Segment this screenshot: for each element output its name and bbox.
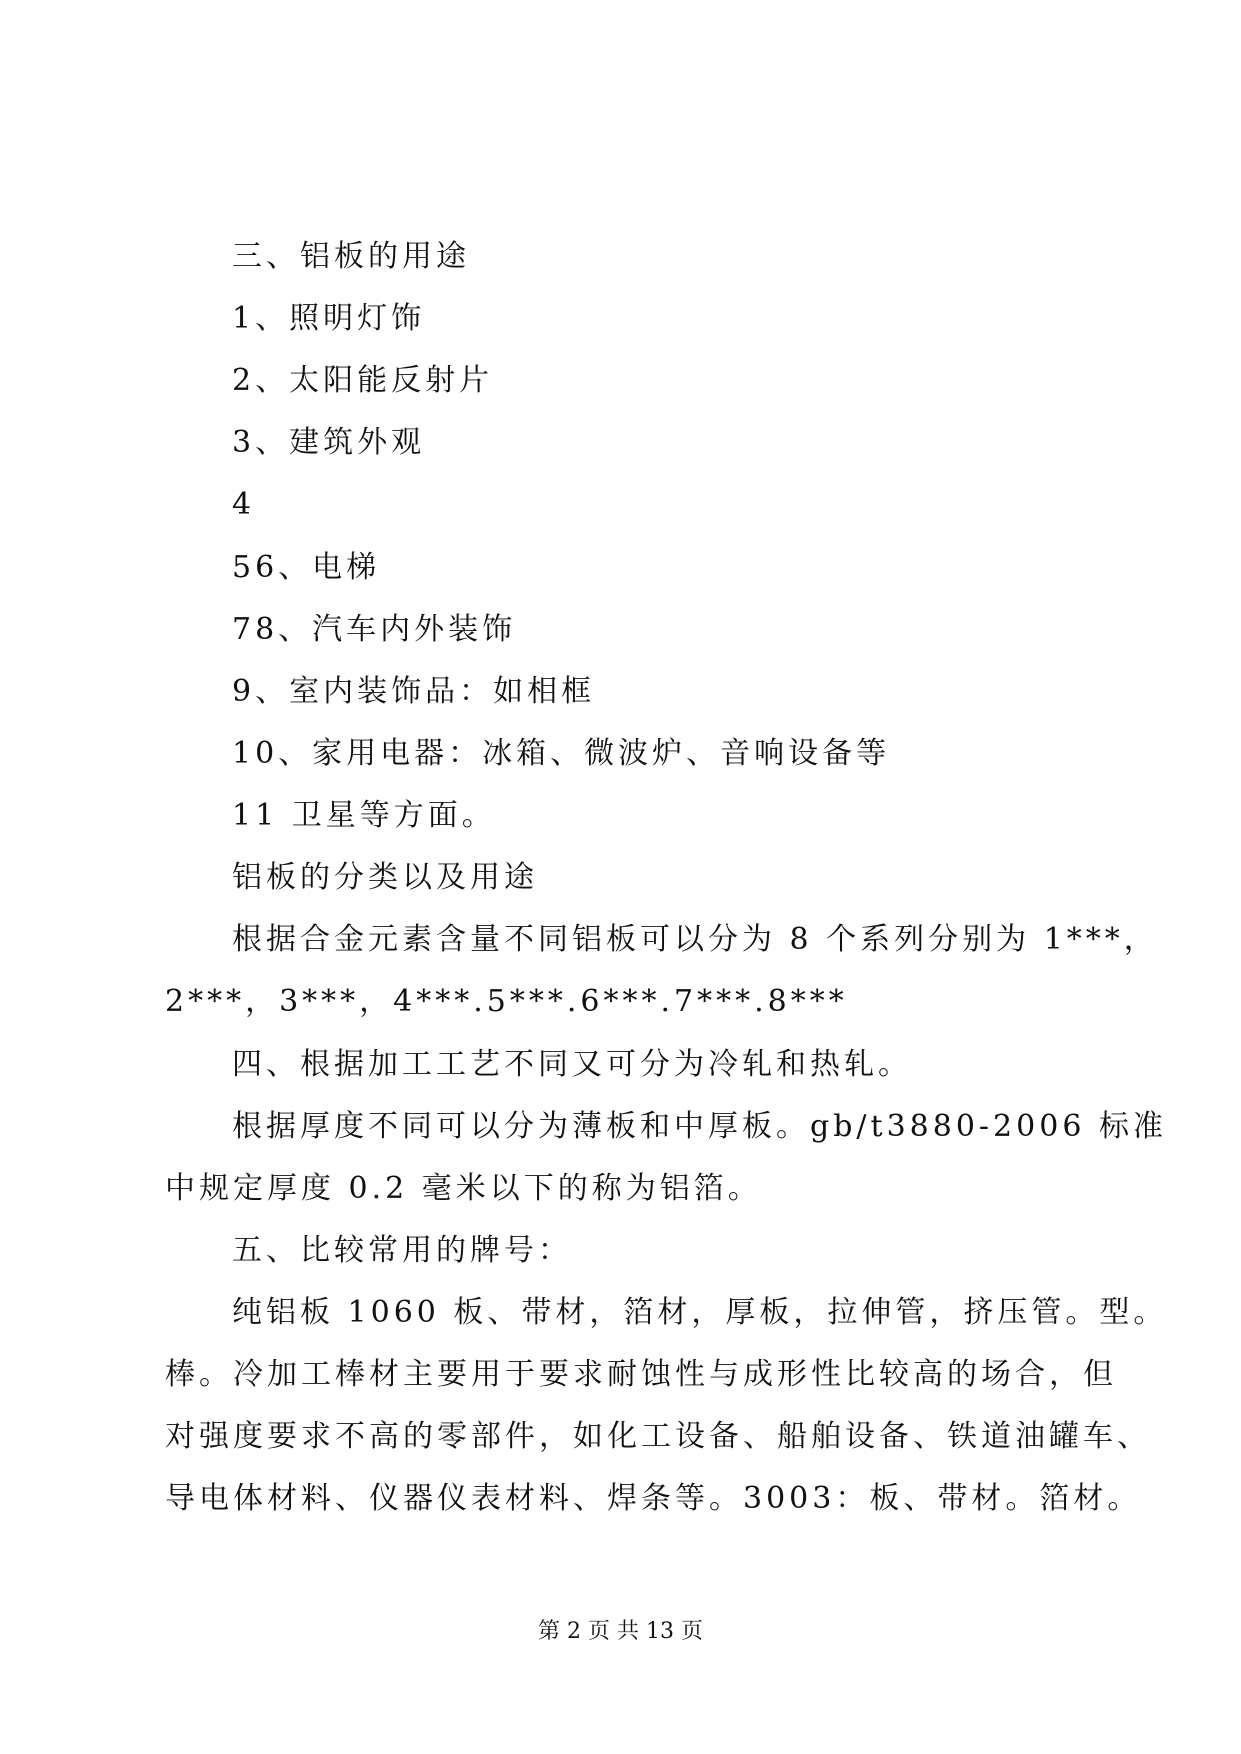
paragraph-line: 2***，3***，4***.5***.6***.7***.8*** xyxy=(165,984,848,1019)
paragraph-line: 根据厚度不同可以分为薄板和中厚板。gb/t3880-2006 标准 xyxy=(232,1109,1167,1144)
section-heading-grades: 五、比较常用的牌号： xyxy=(232,1233,572,1268)
list-item: 3、建筑外观 xyxy=(232,425,426,460)
list-item: 9、室内装饰品：如相框 xyxy=(232,674,596,709)
paragraph-line: 对强度要求不高的零部件，如化工设备、船舶设备、铁道油罐车、 xyxy=(165,1419,1151,1454)
subheading-classification: 铝板的分类以及用途 xyxy=(232,860,538,895)
list-item: 10、家用电器：冰箱、微波炉、音响设备等 xyxy=(232,736,891,771)
paragraph-line: 中规定厚度 0.2 毫米以下的称为铝箔。 xyxy=(165,1171,762,1206)
list-item: 2、太阳能反射片 xyxy=(232,363,494,398)
paragraph-line: 导电体材料、仪器仪表材料、焊条等。3003：板、带材。箔材。 xyxy=(165,1481,1142,1516)
list-item: 56、电梯 xyxy=(232,550,381,585)
page-footer: 第 2 页 共 13 页 xyxy=(538,1619,703,1644)
paragraph-line: 棒。冷加工棒材主要用于要求耐蚀性与成形性比较高的场合，但 xyxy=(165,1357,1117,1392)
paragraph-line: 纯铝板 1060 板、带材，箔材，厚板，拉伸管，挤压管。型。 xyxy=(232,1295,1168,1330)
list-item: 4 xyxy=(232,487,256,522)
section-heading-process: 四、根据加工工艺不同又可分为冷轧和热轧。 xyxy=(232,1047,912,1082)
list-item: 1、照明灯饰 xyxy=(232,301,426,336)
list-item: 78、汽车内外装饰 xyxy=(232,612,517,647)
paragraph-line: 根据合金元素含量不同铝板可以分为 8 个系列分别为 1***， xyxy=(232,922,1158,957)
list-item: 11 卫星等方面。 xyxy=(232,798,496,833)
section-heading-uses: 三、铝板的用途 xyxy=(232,239,470,274)
